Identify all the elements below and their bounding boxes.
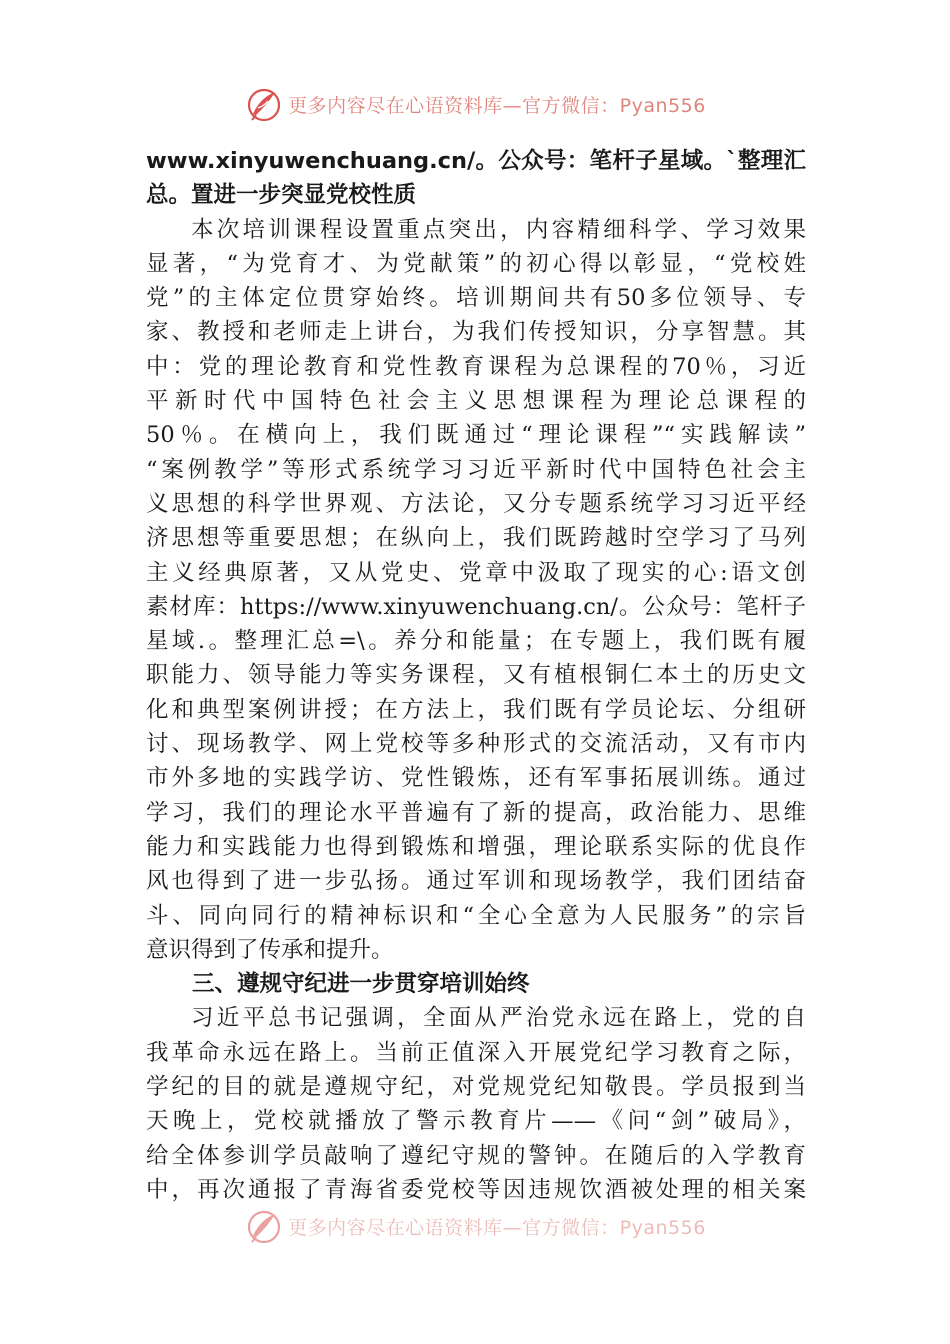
watermark-text: 更多内容尽在心语资料库—官方微信：Pyan556 <box>288 1216 706 1239</box>
text-line: 讨、现场教学、网上党校等多种形式的交流活动，又有市内 <box>146 731 806 758</box>
document-body <box>146 144 806 1207</box>
header-watermark <box>0 84 950 124</box>
text-line: 家、教授和老师走上讲台，为我们传授知识，分享智慧。其 <box>146 319 806 346</box>
pen-logo-icon <box>244 84 284 124</box>
text-line: 给全体参训学员敲响了遵纪守规的警钟。在随后的入学教育 <box>146 1142 806 1169</box>
text-line: 济思想等重要思想；在纵向上，我们既跨越时空学习了马列 <box>146 525 806 552</box>
paragraph-start: 习近平总书记强调，全面从严治党永远在路上，党的自 <box>191 1005 806 1032</box>
text-line: 党”的主体定位贯穿始终。培训期间共有50多位领导、专 <box>146 285 806 312</box>
text-line: 斗、同向同行的精神标识和“全心全意为人民服务”的宗旨 <box>146 902 806 929</box>
section-heading: 三、遵规守纪进一步贯穿培训始终 <box>192 971 530 998</box>
text-line: 天晚上，党校就播放了警示教育片——《问“剑”破局》， <box>146 1108 806 1135</box>
watermark-text: 更多内容尽在心语资料库—官方微信：Pyan556 <box>288 94 706 117</box>
section-heading: 总。置进一步突显党校性质 <box>146 182 417 209</box>
text-line: 素材库：https://www.xinyuwenchuang.cn/。公众号：笔杆子 <box>146 593 806 620</box>
text-line: 中，再次通报了青海省委党校等因违规饮酒被处理的相关案 <box>146 1176 806 1203</box>
text-line: 星域.。整理汇总=\。养分和能量；在专题上，我们既有履 <box>146 628 806 655</box>
text-line: 学纪的目的就是遵规守纪，对党规党纪知敬畏。学员报到当 <box>146 1074 806 1101</box>
text-line: 化和典型案例讲授；在方法上，我们既有学员论坛、分组研 <box>146 696 806 723</box>
text-line: www.xinyuwenchuang.cn/。公众号：笔杆子星域。`整理汇 <box>146 148 806 174</box>
text-line: 显著，“为党育才、为党献策”的初心得以彰显，“党校姓 <box>146 250 806 277</box>
text-line: 职能力、领导能力等实务课程，又有植根铜仁本土的历史文 <box>146 662 806 689</box>
paragraph-end: 意识得到了传承和提升。 <box>146 936 394 963</box>
pen-logo-icon <box>244 1206 284 1246</box>
text-line: 义思想的科学世界观、方法论，又分专题系统学习习近平经 <box>146 490 806 517</box>
paragraph-start: 本次培训课程设置重点突出，内容精细科学、学习效果 <box>191 216 806 243</box>
text-line: 50％。在横向上，我们既通过“理论课程”“实践解读” <box>146 422 806 449</box>
text-line: 我革命永远在路上。当前正值深入开展党纪学习教育之际， <box>146 1039 806 1066</box>
text-line: 风也得到了进一步弘扬。通过军训和现场教学，我们团结奋 <box>146 868 806 895</box>
text-line: 能力和实践能力也得到锻炼和增强，理论联系实际的优良作 <box>146 833 806 860</box>
text-line: 中：党的理论教育和党性教育课程为总课程的70％，习近 <box>146 353 806 380</box>
text-line: 平新时代中国特色社会主义思想课程为理论总课程的 <box>146 388 806 415</box>
text-line: 市外多地的实践学访、党性锻炼，还有军事拓展训练。通过 <box>146 765 806 792</box>
text-line: 学习，我们的理论水平普遍有了新的提高，政治能力、思维 <box>146 799 806 826</box>
footer-watermark <box>0 1206 950 1246</box>
text-line: 主义经典原著，又从党史、党章中汲取了现实的心:语文创 <box>146 559 806 586</box>
text-line: “案例教学”等形式系统学习习近平新时代中国特色社会主 <box>146 456 806 483</box>
